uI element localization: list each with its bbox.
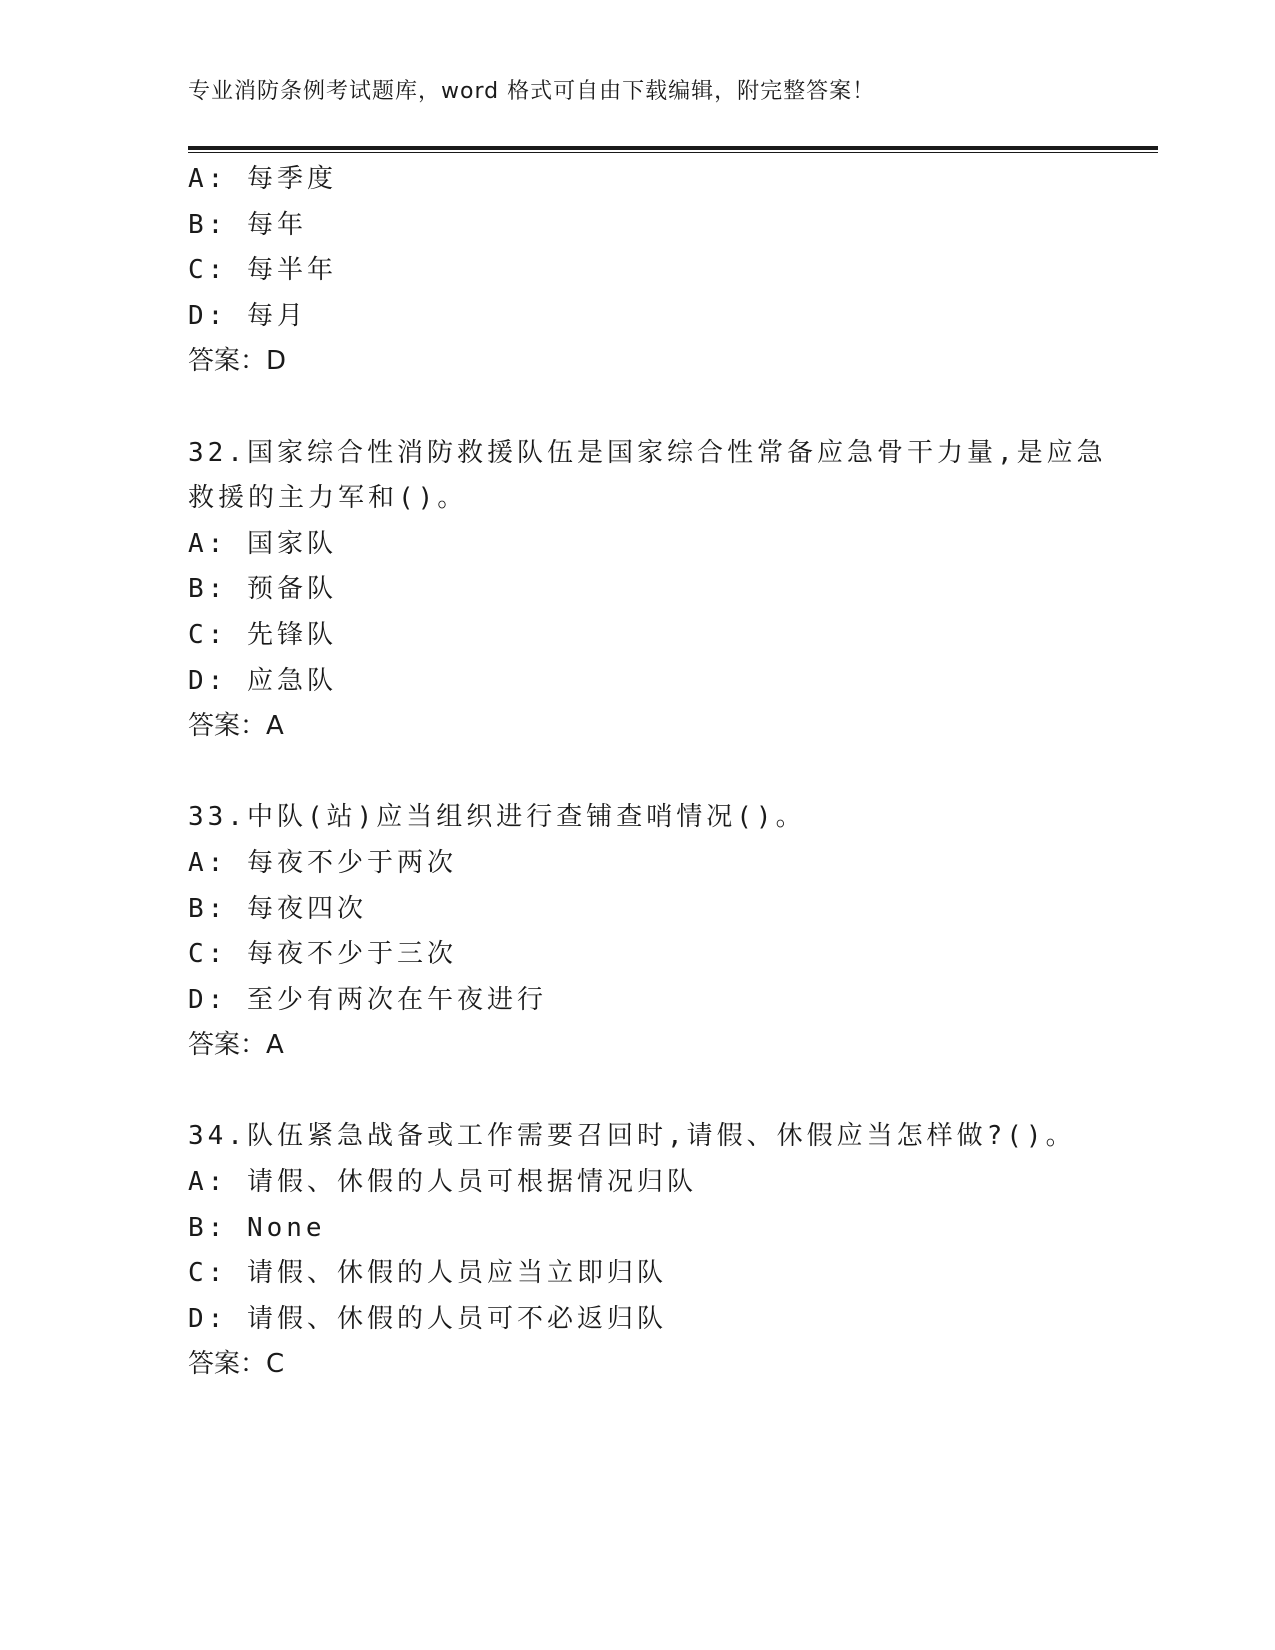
answer-line: 答案：A xyxy=(188,711,284,742)
answer-line: 答案：C xyxy=(188,1349,285,1380)
header-rule-thin xyxy=(188,152,1158,153)
answer-line: 答案：D xyxy=(188,346,287,377)
option-a: A: 每夜不少于两次 xyxy=(188,847,457,878)
option-a: A: 请假、休假的人员可根据情况归队 xyxy=(188,1167,697,1198)
question-stem-line: 救援的主力军和()。 xyxy=(188,483,468,514)
option-c: C: 请假、休假的人员应当立即归队 xyxy=(188,1258,667,1289)
question-block-33 xyxy=(188,795,1148,1069)
question-list xyxy=(188,157,1148,1388)
option-a: A: 国家队 xyxy=(188,528,337,559)
option-d: D: 请假、休假的人员可不必返归队 xyxy=(188,1303,667,1334)
question-stem-line: 33.中队(站)应当组织进行查铺查哨情况()。 xyxy=(188,802,806,833)
header-rule-thick xyxy=(188,146,1158,150)
option-d: D: 每月 xyxy=(188,300,307,331)
spacer xyxy=(188,385,1148,431)
option-a: A: 每季度 xyxy=(188,164,337,194)
spacer xyxy=(188,1069,1148,1115)
option-b: B: 预备队 xyxy=(188,574,337,605)
question-block-34 xyxy=(188,1114,1148,1388)
option-b: B: 每年 xyxy=(188,209,307,240)
option-b: B: None xyxy=(188,1212,326,1243)
answer-line: 答案：A xyxy=(188,1030,284,1061)
option-c: C: 每半年 xyxy=(188,255,337,286)
question-stem-line: 32.国家综合性消防救援队伍是国家综合性常备应急骨干力量,是应急 xyxy=(188,437,1107,468)
option-c: C: 每夜不少于三次 xyxy=(188,939,457,970)
question-stem-line: 34.队伍紧急战备或工作需要召回时,请假、休假应当怎样做?()。 xyxy=(188,1121,1076,1152)
option-b: B: 每夜四次 xyxy=(188,893,367,924)
option-c: C: 先锋队 xyxy=(188,619,337,650)
question-block-32 xyxy=(188,431,1148,750)
prev-question-block xyxy=(188,157,1148,385)
option-d: D: 至少有两次在午夜进行 xyxy=(188,984,547,1015)
spacer xyxy=(188,750,1148,796)
option-d: D: 应急队 xyxy=(188,665,337,696)
document-header: 专业消防条例考试题库，word 格式可自由下载编辑，附完整答案！ xyxy=(188,79,876,104)
